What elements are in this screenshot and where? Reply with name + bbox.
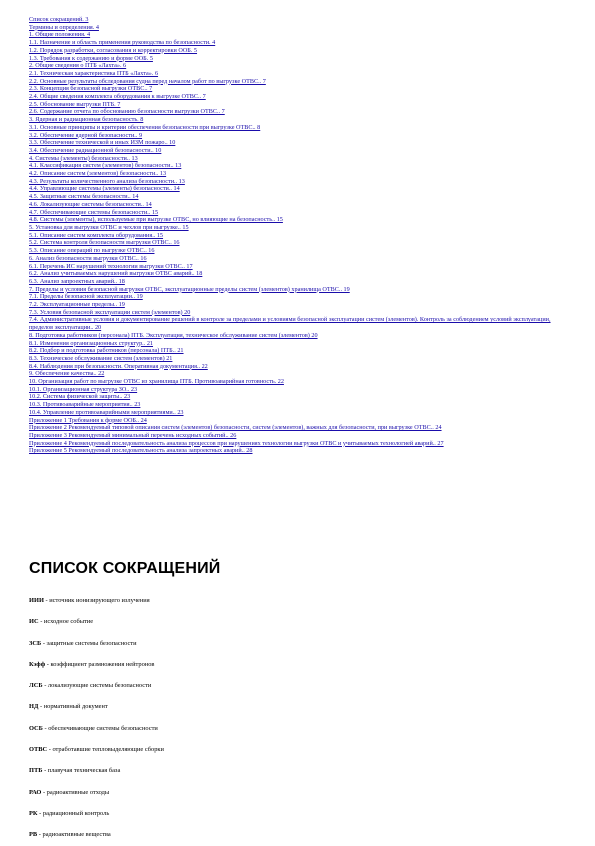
toc-link[interactable]: 4.3. Результаты количественного анализа безопасности.. 13	[29, 177, 185, 185]
abbreviation-definition: - обеспечивающие системы безопасности	[42, 724, 158, 732]
toc-link[interactable]: 5.3. Описание операций по выгрузке ОТВС.. 16	[29, 247, 155, 255]
abbreviation-item	[29, 824, 574, 845]
abbreviation-definition: - коэффициент размножения нейтронов	[45, 660, 155, 668]
abbreviation-term: ПТБ	[29, 767, 43, 775]
toc-link[interactable]: 7.4. Административные условия и документирование решений в контроле за пределами и условиями безопасной эксплуатации систем (элементов). Контроль за соблюдением условий эксплуатации, пределов эксплуатации.. 20	[29, 316, 551, 332]
toc-link[interactable]: 3. Ядерная и радиационная безопасность. 8	[29, 116, 144, 124]
abbreviation-term: ЛСБ	[29, 682, 43, 690]
abbreviation-definition: - плавучая техническая база	[42, 767, 121, 775]
toc-link[interactable]: 4.7. Обеспечивающие системы безопасности.. 15	[29, 208, 159, 216]
toc-link[interactable]: 8. Подготовка работников (персонала) ПТБ. Эксплуатация, техническое обслуживание систем (элементов) 20	[29, 331, 318, 339]
toc-link[interactable]: 4.5. Защитные системы безопасности.. 14	[29, 193, 139, 201]
toc-link[interactable]: 4. Системы (элементы) безопасности.. 13	[29, 154, 138, 162]
toc-link[interactable]: Приложение 1 Требования к форме ООБ.. 24	[29, 416, 147, 424]
toc-link[interactable]: 4.6. Локализующие системы безопасности.. 14	[29, 200, 152, 208]
toc-link[interactable]: 1.2. Порядок разработки, согласования и корректировки ООБ. 5	[29, 46, 198, 54]
toc-link[interactable]: 6.1. Перечень ИС нарушений технологии выгрузки ОТВС.. 17	[29, 262, 193, 270]
toc-link[interactable]: 10.3. Противоаварийные мероприятия.. 23	[29, 401, 141, 409]
toc-link[interactable]: 2. Общие сведения о ПТБ «Лахта». 6	[29, 62, 127, 70]
abbreviation-definition: - локализующие системы безопасности	[42, 682, 152, 690]
abbreviation-item	[29, 611, 574, 632]
toc-link[interactable]: 3.2. Обеспечение ядерной безопасности.. 9	[29, 131, 143, 139]
toc-link[interactable]: 8.1. Изменения организационных структур.. 21	[29, 339, 154, 347]
abbreviation-item	[29, 782, 574, 803]
toc-link[interactable]: 8.2. Подбор и подготовка работников (персонала) ПТБ.. 21	[29, 347, 184, 355]
toc-link[interactable]: 1. Общие положения. 4	[29, 31, 91, 39]
toc-link[interactable]: 2.4. Общие сведения комплекта оборудования к выгрузке ОТВС.. 7	[29, 93, 206, 101]
abbreviation-term: РВ	[29, 831, 38, 839]
toc-link[interactable]: 9. Обеспечение качества.. 22	[29, 370, 105, 378]
toc-link[interactable]: 6.2. Анализ учитываемых нарушений выгрузки ОТВС аварий.. 18	[29, 270, 203, 278]
abbreviation-term: ИС	[29, 618, 39, 626]
table-of-contents	[29, 16, 574, 455]
toc-link[interactable]: 4.8. Системы (элементы), используемые при выгрузке ОТВС, но влияющие на безопасность.. 15	[29, 216, 283, 224]
toc-link[interactable]: Приложение 2 Рекомендуемый типовой описания систем (элементов) безопасности, систем (элементов), важных для безопасности, при выгрузке ОТВС.. 24	[29, 424, 442, 432]
toc-link[interactable]: 2.2. Основные результаты обследования судна перед началом работ по выгрузке ОТВС.. 7	[29, 77, 266, 85]
abbreviations-heading: СПИСОК СОКРАЩЕНИЙ	[29, 560, 221, 577]
abbreviation-term: ИИИ	[29, 597, 44, 604]
abbreviation-term: Кэфф	[29, 660, 46, 668]
toc-link[interactable]: 2.6. Содержание отчета по обоснованию безопасности выгрузки ОТВС.. 7	[29, 108, 225, 116]
toc-link[interactable]: Приложение 5 Рекомендуемый последовательность анализа запроектных аварий.. 28	[29, 447, 253, 455]
toc-link[interactable]: 7.1. Пределы безопасной эксплуатации.. 19	[29, 293, 143, 301]
abbreviation-term: РАО	[29, 788, 42, 796]
abbreviation-term: ОТВС	[29, 746, 48, 754]
abbreviation-definition: - нормативный документ	[38, 703, 108, 711]
abbreviation-term: РК	[29, 809, 38, 817]
abbreviation-term: ОСБ	[29, 724, 43, 732]
toc-link[interactable]: 4.1. Классификация систем (элементов) безопасности.. 13	[29, 162, 182, 170]
toc-link[interactable]: 5.2. Система контроля безопасности выгрузки ОТВС.. 16	[29, 239, 180, 247]
abbreviation-item	[29, 760, 574, 781]
abbreviation-item	[29, 675, 574, 696]
toc-link[interactable]: 5.1. Описание систем комплекта оборудования.. 15	[29, 231, 164, 239]
toc-link[interactable]: 2.1. Техническая характеристика ПТБ «Лахта». 6	[29, 69, 159, 77]
abbreviation-definition: - защитные системы безопасности	[41, 639, 137, 647]
toc-link[interactable]: Приложение 3 Рекомендуемый минимальный перечень исходных событий.. 26	[29, 431, 237, 439]
toc-link[interactable]: 10. Организация работ по выгрузке ОТВС из хранилища ПТБ. Противоаварийная готовность. 22	[29, 378, 284, 386]
toc-link[interactable]: 4.4. Управляющие системы (элементы) безопасности.. 14	[29, 185, 180, 193]
toc-link[interactable]: 2.5. Обоснование выгрузки ПТБ. 7	[29, 100, 121, 108]
abbreviation-definition: - исходное событие	[38, 618, 94, 626]
toc-link[interactable]: 7. Пределы и условия безопасной выгрузки ОТВС, эксплуатационные пределы систем (элементов) хранилища ОТВС.. 19	[29, 285, 350, 293]
abbreviation-term: ЗСБ	[29, 639, 42, 647]
abbreviations-list	[29, 590, 574, 846]
toc-link[interactable]: 3.1. Основные принципы и критерии обеспечения безопасности при выгрузке ОТВС.. 8	[29, 123, 261, 131]
document-page	[29, 16, 574, 455]
toc-link[interactable]: 5. Установка для выгрузки ОТВС и чехлов при выгрузке.. 15	[29, 223, 189, 231]
toc-link[interactable]: 3.3. Обеспечение технической и иных ИЗМ пожаро.. 10	[29, 139, 176, 147]
abbreviation-definition: - радиоактивные вещества	[37, 831, 111, 839]
abbreviation-item	[29, 718, 574, 739]
toc-link[interactable]: 10.4. Управление противоаварийными мероприятиями.. 23	[29, 408, 184, 416]
abbreviation-item	[29, 654, 574, 675]
toc-link[interactable]: 4.2. Описание систем (элементов) безопасности.. 13	[29, 170, 167, 178]
toc-link[interactable]: 3.4. Обеспечение радиационной безопасности.. 10	[29, 146, 162, 154]
abbreviation-definition: - радиационный контроль	[37, 809, 110, 817]
toc-link[interactable]: Список сокращений. 3	[29, 16, 89, 23]
toc-link[interactable]: Приложение 4 Рекомендуемый последовательность анализа процессов при нарушениях технологии выгрузки ОТВС и учитываемых технологией аварий.. 27	[29, 439, 444, 447]
toc-link[interactable]: 7.2. Эксплуатационные пределы.. 19	[29, 301, 125, 309]
abbreviation-definition: - источник ионизирующего излучения	[43, 597, 150, 604]
abbreviation-term: НД	[29, 703, 39, 711]
abbreviation-item	[29, 590, 574, 611]
toc-link[interactable]: 7.3. Условия безопасной эксплуатации систем (элементов) 20	[29, 308, 191, 316]
abbreviation-item	[29, 803, 574, 824]
toc-link[interactable]: 6.3. Анализ запроектных аварий.. 18	[29, 277, 125, 285]
toc-link[interactable]: 8.3. Техническое обслуживание систем (элементов) 21	[29, 354, 173, 362]
toc-link[interactable]: 1.3. Требования к содержанию и форме ООБ. 5	[29, 54, 153, 62]
toc-link[interactable]: 2.3. Концепция безопасной выгрузки ОТВС.. 7	[29, 85, 153, 93]
toc-link[interactable]: 10.1. Организационная структура ЗО.. 23	[29, 385, 138, 393]
abbreviation-item	[29, 633, 574, 654]
abbreviation-definition: - радиоактивные отходы	[41, 788, 110, 796]
toc-link[interactable]: 1.1. Назначение и область применения руководства по безопасности. 4	[29, 39, 216, 47]
abbreviation-item	[29, 696, 574, 717]
toc-link[interactable]: 6. Анализ безопасности выгрузки ОТВС.. 16	[29, 254, 147, 262]
toc-link[interactable]: Термины и определения. 4	[29, 23, 99, 31]
toc-link[interactable]: 8.4. Наблюдения при безопасности. Оперативная документация.. 22	[29, 362, 208, 370]
toc-link[interactable]: 10.2. Система физической защиты.. 23	[29, 393, 131, 401]
abbreviation-item	[29, 739, 574, 760]
abbreviation-definition: - отработавшие тепловыделяющие сборки	[47, 746, 164, 754]
